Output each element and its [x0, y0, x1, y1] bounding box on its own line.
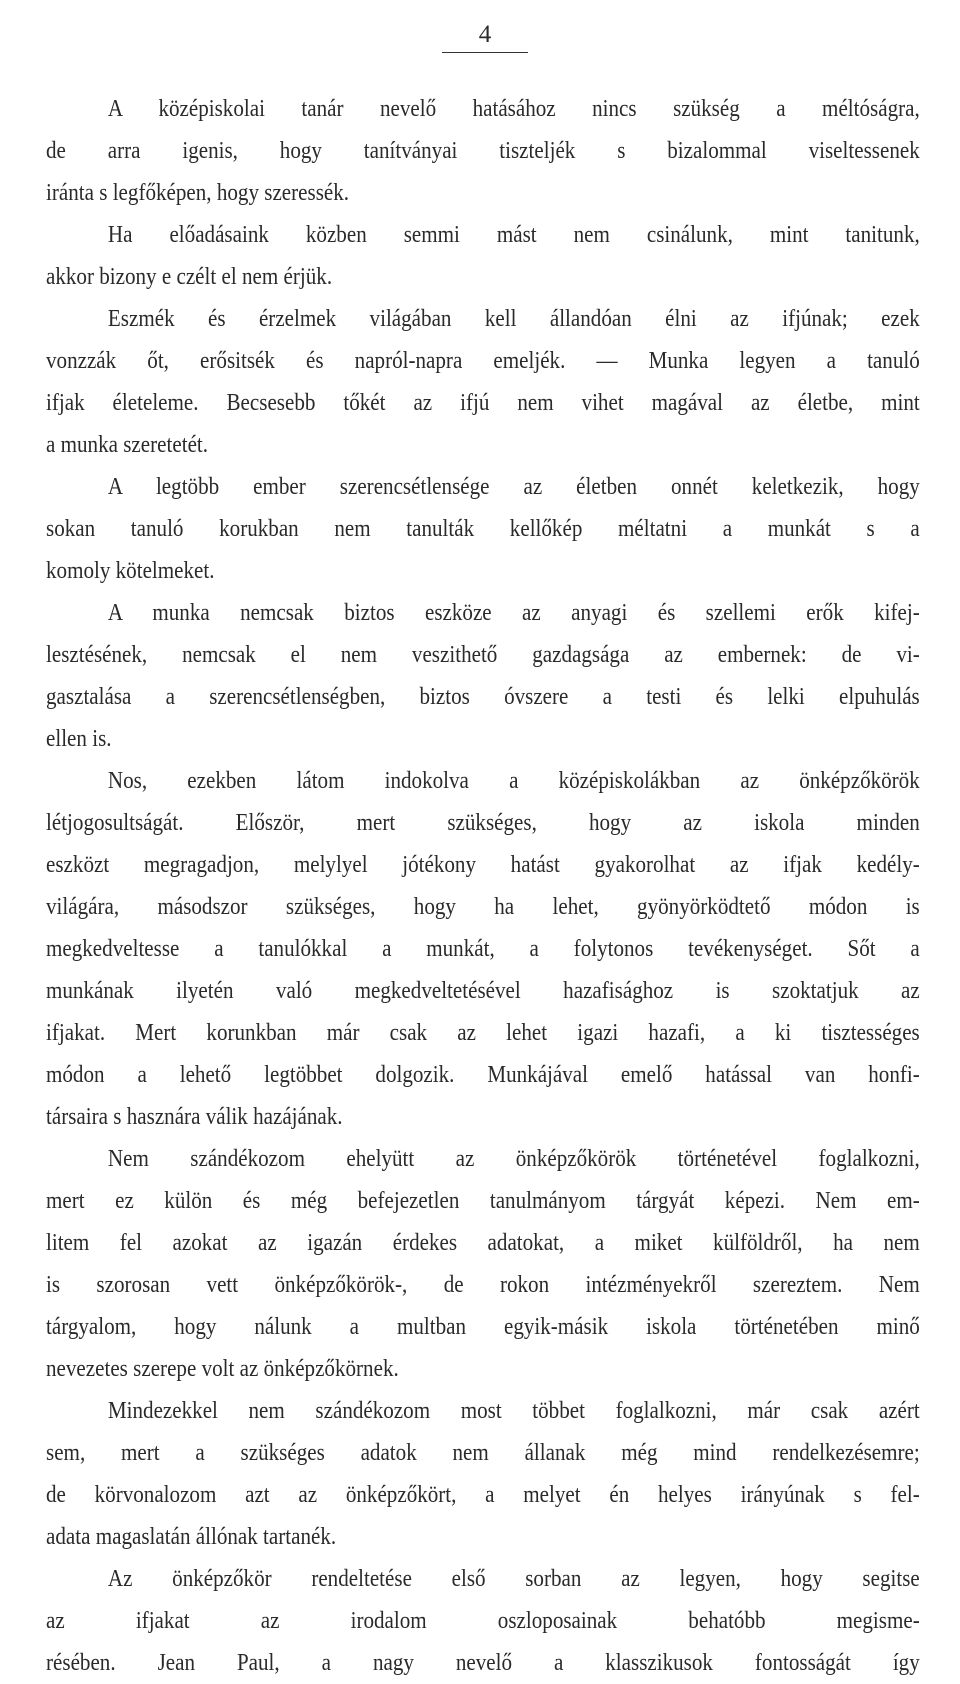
text-line: A középiskolai tanár nevelő hatásához nincs szükség a méltóságra, [107, 95, 920, 122]
text-line: a munka szeretetét. [46, 431, 209, 458]
text-line: A munka nemcsak biztos eszköze az anyagi és szellemi erők kifej- [107, 599, 920, 626]
text-line: társaira s hasznára válik hazájának. [46, 1103, 343, 1130]
text-line: módon a lehető legtöbbet dolgozik. Munkájával emelő hatással van honfi- [46, 1061, 920, 1088]
text-line: lesztésének, nemcsak el nem veszithető gazdagsága az embernek: de vi- [46, 641, 920, 668]
text-line: A legtöbb ember szerencsétlensége az életben onnét keletkezik, hogy [107, 473, 920, 500]
text-line: Eszmék és érzelmek világában kell állandóan élni az ifjúnak; ezek [107, 305, 920, 332]
text-line: vonzzák őt, erősitsék és napról-napra emeljék. — Munka legyen a tanuló [46, 347, 920, 374]
text-line: de körvonalozom azt az önképzőkört, a melyet én helyes irányúnak s fel- [46, 1481, 920, 1508]
text-line: Nos, ezekben látom indokolva a középiskolákban az önképzőkörök [107, 767, 920, 794]
text-line: ifjakat. Mert korunkban már csak az lehet igazi hazafi, a ki tisztességes [46, 1019, 920, 1046]
text-line: munkának ilyetén való megkedveltetésével hazafisághoz is szoktatjuk az [46, 977, 920, 1004]
text-line: de arra igenis, hogy tanítványai tiszteljék s bizalommal viseltessenek [46, 137, 920, 164]
text-line: létjogosultságát. Először, mert szükséges, hogy az iskola minden [46, 809, 920, 836]
page-number: 4 [442, 20, 528, 53]
text-line: iránta s legfőképen, hogy szeressék. [46, 179, 350, 206]
text-line: is szorosan vett önképzőkörök-, de rokon intézményekről szereztem. Nem [46, 1271, 920, 1298]
text-line: világára, másodszor szükséges, hogy ha lehet, gyönyörködtető módon is [46, 893, 920, 920]
body-text [46, 88, 920, 1684]
text-line: résében. Jean Paul, a nagy nevelő a klasszikusok fontosságát így [46, 1649, 920, 1676]
text-line: nevezetes szerepe volt az önképzőkörnek. [46, 1355, 399, 1382]
text-line: Ha előadásaink közben semmi mást nem csinálunk, mint tanitunk, [107, 221, 920, 248]
text-line: tárgyalom, hogy nálunk a multban egyik-másik iskola történetében minő [46, 1313, 920, 1340]
text-line: sokan tanuló korukban nem tanulták kellőkép méltatni a munkát s a [46, 515, 920, 542]
text-line: eszközt megragadjon, melylyel jótékony hatást gyakorolhat az ifjak kedély- [46, 851, 920, 878]
text-line: ifjak életeleme. Becsesebb tőkét az ifjú nem vihet magával az életbe, mint [46, 389, 920, 416]
text-line: Mindezekkel nem szándékozom most többet foglalkozni, már csak azért [107, 1397, 920, 1424]
text-line: litem fel azokat az igazán érdekes adatokat, a miket külföldről, ha nem [46, 1229, 920, 1256]
text-line: komoly kötelmeket. [46, 557, 215, 584]
text-line: az ifjakat az irodalom oszloposainak behatóbb megisme- [46, 1607, 920, 1634]
text-line: Az önképzőkör rendeltetése első sorban az legyen, hogy segitse [107, 1565, 920, 1592]
text-line: akkor bizony e czélt el nem érjük. [46, 263, 333, 290]
text-line: gasztalása a szerencsétlenségben, biztos óvszere a testi és lelki elpuhulás [46, 683, 920, 710]
text-line: adata magaslatán állónak tartanék. [46, 1523, 337, 1550]
text-line: mert ez külön és még befejezetlen tanulmányom tárgyát képezi. Nem em- [46, 1187, 920, 1214]
text-line: Nem szándékozom ehelyütt az önképzőkörök történetével foglalkozni, [107, 1145, 920, 1172]
text-line: ellen is. [46, 725, 112, 752]
text-line: sem, mert a szükséges adatok nem állanak még mind rendelkezésemre; [46, 1439, 920, 1466]
text-line: megkedveltesse a tanulókkal a munkát, a folytonos tevékenységet. Sőt a [46, 935, 920, 962]
